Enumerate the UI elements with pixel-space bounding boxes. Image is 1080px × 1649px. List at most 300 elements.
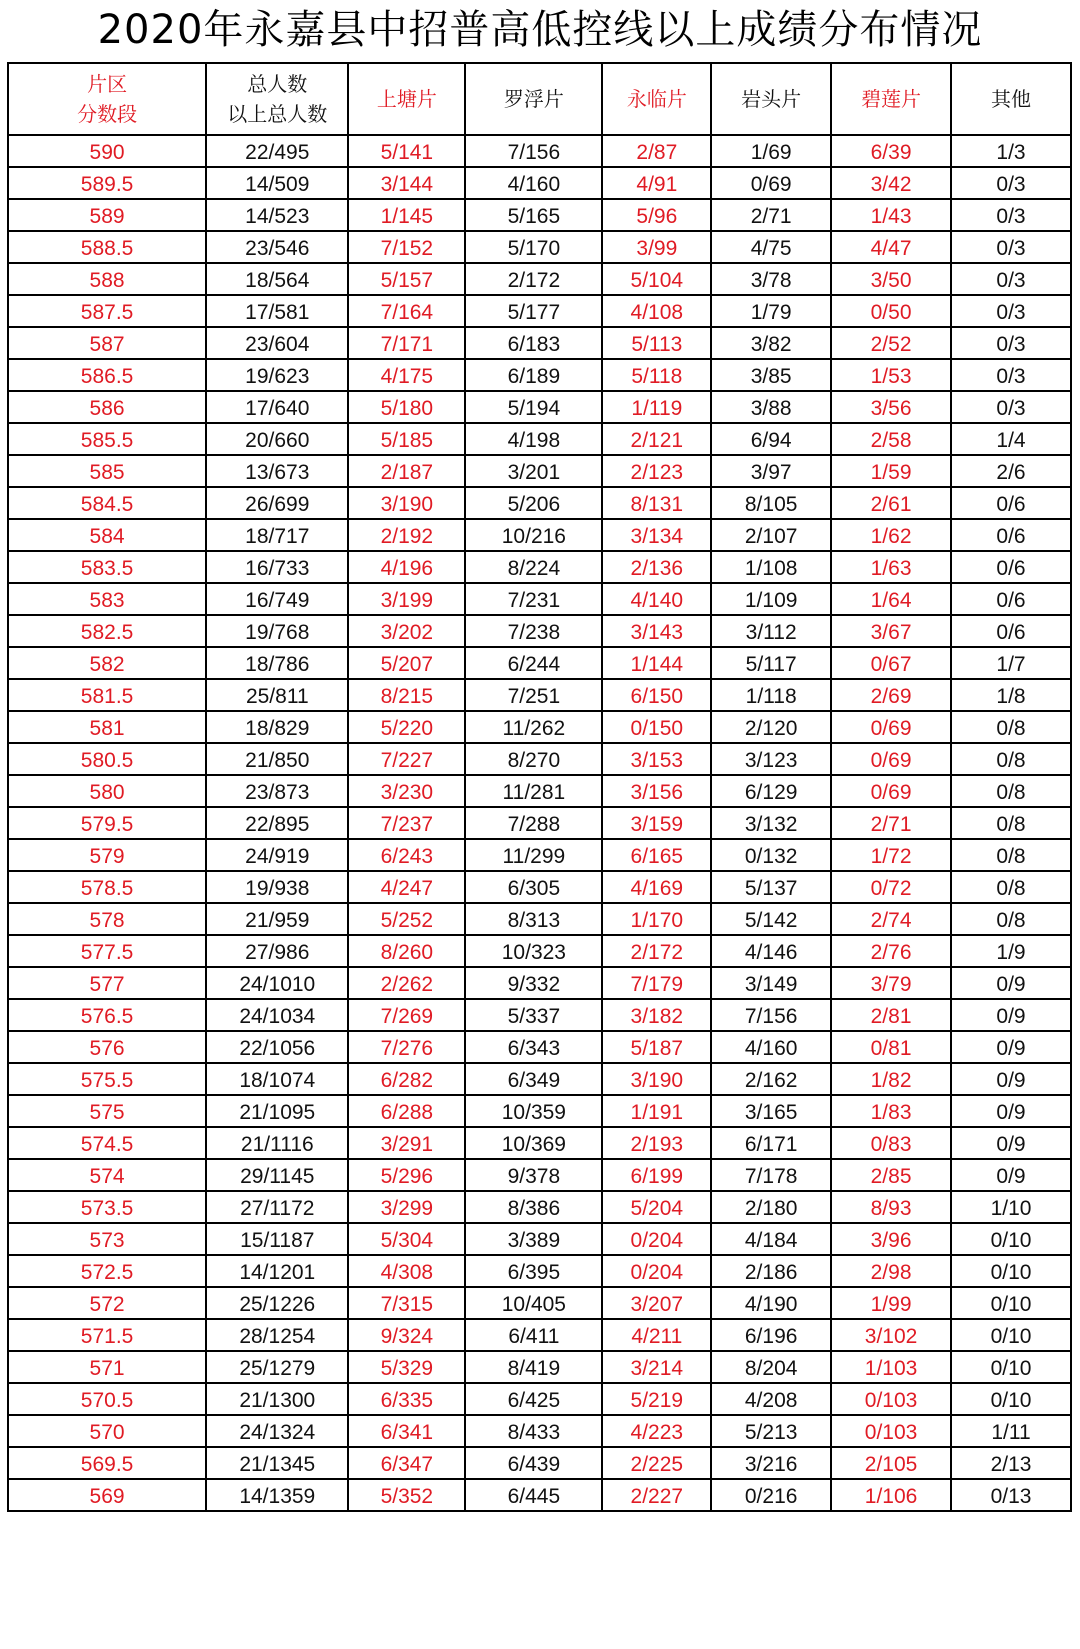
cell-shangtang: 7/152 [348, 231, 465, 263]
header-total [206, 63, 348, 135]
cell-bilian: 1/64 [831, 583, 951, 615]
cell-shangtang: 7/276 [348, 1031, 465, 1063]
cell-yonglin: 5/96 [602, 199, 711, 231]
cell-bilian: 2/69 [831, 679, 951, 711]
cell-yantou: 3/165 [711, 1095, 831, 1127]
cell-bilian: 0/69 [831, 775, 951, 807]
cell-yantou: 3/149 [711, 967, 831, 999]
table-row [8, 1255, 1071, 1287]
cell-bilian: 1/63 [831, 551, 951, 583]
table-row [8, 167, 1071, 199]
cell-shangtang: 3/230 [348, 775, 465, 807]
cell-other: 0/8 [951, 743, 1071, 775]
cell-segment: 586.5 [8, 359, 206, 391]
cell-other: 1/8 [951, 679, 1071, 711]
cell-segment: 589.5 [8, 167, 206, 199]
cell-shangtang: 4/247 [348, 871, 465, 903]
cell-segment: 586 [8, 391, 206, 423]
cell-segment: 579.5 [8, 807, 206, 839]
cell-bilian: 4/47 [831, 231, 951, 263]
cell-bilian: 2/81 [831, 999, 951, 1031]
cell-segment: 569 [8, 1479, 206, 1511]
cell-bilian: 0/69 [831, 743, 951, 775]
page-title: 2020年永嘉县中招普高低控线以上成绩分布情况 [97, 7, 983, 53]
cell-luofu: 8/313 [465, 903, 602, 935]
cell-yonglin: 2/123 [602, 455, 711, 487]
cell-yonglin: 2/172 [602, 935, 711, 967]
cell-shangtang: 3/144 [348, 167, 465, 199]
table-row [8, 455, 1071, 487]
cell-bilian: 1/62 [831, 519, 951, 551]
cell-luofu: 6/445 [465, 1479, 602, 1511]
cell-luofu: 6/305 [465, 871, 602, 903]
cell-luofu: 10/405 [465, 1287, 602, 1319]
cell-yantou: 3/123 [711, 743, 831, 775]
cell-total: 21/1300 [206, 1383, 348, 1415]
cell-luofu: 8/224 [465, 551, 602, 583]
cell-other: 0/9 [951, 1095, 1071, 1127]
cell-total: 21/1116 [206, 1127, 348, 1159]
cell-yonglin: 3/153 [602, 743, 711, 775]
cell-yantou: 3/88 [711, 391, 831, 423]
cell-yantou: 3/112 [711, 615, 831, 647]
cell-bilian: 0/67 [831, 647, 951, 679]
cell-total: 18/829 [206, 711, 348, 743]
cell-other: 1/9 [951, 935, 1071, 967]
cell-total: 14/509 [206, 167, 348, 199]
cell-shangtang: 4/196 [348, 551, 465, 583]
cell-segment: 570.5 [8, 1383, 206, 1415]
cell-yantou: 3/78 [711, 263, 831, 295]
cell-total: 25/811 [206, 679, 348, 711]
cell-luofu: 6/183 [465, 327, 602, 359]
cell-other: 2/13 [951, 1447, 1071, 1479]
cell-segment: 577.5 [8, 935, 206, 967]
cell-yantou: 4/208 [711, 1383, 831, 1415]
table-row [8, 327, 1071, 359]
cell-total: 21/1345 [206, 1447, 348, 1479]
cell-segment: 580 [8, 775, 206, 807]
table-row [8, 999, 1071, 1031]
table-row [8, 1351, 1071, 1383]
cell-bilian: 1/103 [831, 1351, 951, 1383]
table-row [8, 1159, 1071, 1191]
cell-total: 21/1095 [206, 1095, 348, 1127]
cell-total: 18/564 [206, 263, 348, 295]
cell-yonglin: 3/134 [602, 519, 711, 551]
cell-total: 29/1145 [206, 1159, 348, 1191]
table-row [8, 1191, 1071, 1223]
cell-luofu: 6/439 [465, 1447, 602, 1479]
cell-other: 0/3 [951, 327, 1071, 359]
table-row [8, 263, 1071, 295]
cell-total: 23/873 [206, 775, 348, 807]
header-shangtang: 上塘片 [348, 63, 465, 135]
cell-other: 0/3 [951, 263, 1071, 295]
cell-yonglin: 3/159 [602, 807, 711, 839]
cell-shangtang: 3/299 [348, 1191, 465, 1223]
cell-total: 19/623 [206, 359, 348, 391]
cell-total: 24/1010 [206, 967, 348, 999]
cell-shangtang: 7/164 [348, 295, 465, 327]
cell-luofu: 6/395 [465, 1255, 602, 1287]
cell-other: 0/8 [951, 871, 1071, 903]
cell-shangtang: 5/296 [348, 1159, 465, 1191]
header-yonglin: 永临片 [602, 63, 711, 135]
cell-yantou: 5/117 [711, 647, 831, 679]
header-segment-line2: 分数段 [77, 102, 138, 126]
cell-yantou: 4/184 [711, 1223, 831, 1255]
cell-total: 16/733 [206, 551, 348, 583]
cell-luofu: 7/231 [465, 583, 602, 615]
cell-bilian: 3/102 [831, 1319, 951, 1351]
cell-yantou: 6/171 [711, 1127, 831, 1159]
cell-yonglin: 3/182 [602, 999, 711, 1031]
cell-other: 0/10 [951, 1383, 1071, 1415]
cell-bilian: 3/42 [831, 167, 951, 199]
cell-yonglin: 4/140 [602, 583, 711, 615]
cell-bilian: 3/50 [831, 263, 951, 295]
cell-segment: 570 [8, 1415, 206, 1447]
cell-bilian: 2/98 [831, 1255, 951, 1287]
table-row [8, 743, 1071, 775]
cell-luofu: 11/299 [465, 839, 602, 871]
cell-other: 1/7 [951, 647, 1071, 679]
cell-other: 0/10 [951, 1255, 1071, 1287]
cell-yantou: 4/75 [711, 231, 831, 263]
cell-luofu: 5/177 [465, 295, 602, 327]
table-row [8, 1383, 1071, 1415]
cell-bilian: 1/99 [831, 1287, 951, 1319]
cell-other: 0/3 [951, 199, 1071, 231]
cell-shangtang: 2/187 [348, 455, 465, 487]
cell-other: 0/3 [951, 167, 1071, 199]
cell-yonglin: 7/179 [602, 967, 711, 999]
cell-total: 23/604 [206, 327, 348, 359]
cell-bilian: 8/93 [831, 1191, 951, 1223]
cell-bilian: 3/79 [831, 967, 951, 999]
cell-shangtang: 4/308 [348, 1255, 465, 1287]
cell-shangtang: 7/227 [348, 743, 465, 775]
cell-yantou: 5/137 [711, 871, 831, 903]
table-row [8, 935, 1071, 967]
cell-luofu: 10/216 [465, 519, 602, 551]
cell-luofu: 10/359 [465, 1095, 602, 1127]
header-other: 其他 [951, 63, 1071, 135]
cell-yantou: 6/94 [711, 423, 831, 455]
cell-yonglin: 4/169 [602, 871, 711, 903]
cell-segment: 582.5 [8, 615, 206, 647]
table-row [8, 711, 1071, 743]
cell-yantou: 5/142 [711, 903, 831, 935]
cell-segment: 573.5 [8, 1191, 206, 1223]
table-row [8, 295, 1071, 327]
cell-yonglin: 1/191 [602, 1095, 711, 1127]
cell-total: 26/699 [206, 487, 348, 519]
cell-luofu: 6/349 [465, 1063, 602, 1095]
cell-yonglin: 1/144 [602, 647, 711, 679]
cell-yantou: 7/178 [711, 1159, 831, 1191]
table-row [8, 1127, 1071, 1159]
cell-yonglin: 5/104 [602, 263, 711, 295]
table-row [8, 1095, 1071, 1127]
cell-segment: 576 [8, 1031, 206, 1063]
cell-bilian: 3/67 [831, 615, 951, 647]
cell-total: 23/546 [206, 231, 348, 263]
table-row [8, 679, 1071, 711]
cell-other: 0/9 [951, 967, 1071, 999]
cell-segment: 584 [8, 519, 206, 551]
table-row [8, 839, 1071, 871]
cell-yonglin: 3/207 [602, 1287, 711, 1319]
cell-luofu: 8/433 [465, 1415, 602, 1447]
cell-yonglin: 5/187 [602, 1031, 711, 1063]
cell-segment: 588 [8, 263, 206, 295]
cell-shangtang: 6/341 [348, 1415, 465, 1447]
cell-total: 25/1226 [206, 1287, 348, 1319]
cell-shangtang: 3/190 [348, 487, 465, 519]
cell-shangtang: 3/199 [348, 583, 465, 615]
cell-yantou: 0/216 [711, 1479, 831, 1511]
cell-segment: 571 [8, 1351, 206, 1383]
table-row [8, 423, 1071, 455]
cell-yonglin: 2/121 [602, 423, 711, 455]
cell-shangtang: 8/215 [348, 679, 465, 711]
cell-segment: 572 [8, 1287, 206, 1319]
cell-yantou: 8/204 [711, 1351, 831, 1383]
cell-total: 21/850 [206, 743, 348, 775]
table-row [8, 519, 1071, 551]
cell-bilian: 0/103 [831, 1415, 951, 1447]
cell-bilian: 0/72 [831, 871, 951, 903]
cell-bilian: 2/74 [831, 903, 951, 935]
cell-bilian: 3/96 [831, 1223, 951, 1255]
cell-yonglin: 1/170 [602, 903, 711, 935]
cell-luofu: 6/411 [465, 1319, 602, 1351]
cell-luofu: 6/244 [465, 647, 602, 679]
table-row [8, 135, 1071, 167]
cell-total: 24/1324 [206, 1415, 348, 1447]
cell-yantou: 1/109 [711, 583, 831, 615]
cell-total: 13/673 [206, 455, 348, 487]
cell-bilian: 6/39 [831, 135, 951, 167]
cell-total: 28/1254 [206, 1319, 348, 1351]
cell-other: 0/10 [951, 1351, 1071, 1383]
cell-yonglin: 5/118 [602, 359, 711, 391]
cell-shangtang: 1/145 [348, 199, 465, 231]
cell-luofu: 7/238 [465, 615, 602, 647]
cell-yonglin: 5/219 [602, 1383, 711, 1415]
cell-luofu: 10/369 [465, 1127, 602, 1159]
cell-total: 19/768 [206, 615, 348, 647]
cell-luofu: 9/378 [465, 1159, 602, 1191]
cell-yonglin: 5/204 [602, 1191, 711, 1223]
cell-segment: 571.5 [8, 1319, 206, 1351]
cell-yantou: 3/216 [711, 1447, 831, 1479]
cell-other: 1/11 [951, 1415, 1071, 1447]
table-row [8, 1415, 1071, 1447]
cell-segment: 590 [8, 135, 206, 167]
cell-bilian: 0/50 [831, 295, 951, 327]
table-row [8, 1447, 1071, 1479]
cell-segment: 584.5 [8, 487, 206, 519]
cell-yonglin: 3/190 [602, 1063, 711, 1095]
cell-yantou: 8/105 [711, 487, 831, 519]
cell-shangtang: 6/243 [348, 839, 465, 871]
cell-total: 22/495 [206, 135, 348, 167]
cell-other: 0/9 [951, 1031, 1071, 1063]
cell-shangtang: 2/262 [348, 967, 465, 999]
cell-segment: 582 [8, 647, 206, 679]
cell-shangtang: 5/141 [348, 135, 465, 167]
cell-segment: 585.5 [8, 423, 206, 455]
cell-shangtang: 6/335 [348, 1383, 465, 1415]
cell-bilian: 1/83 [831, 1095, 951, 1127]
cell-bilian: 2/85 [831, 1159, 951, 1191]
cell-luofu: 4/198 [465, 423, 602, 455]
cell-bilian: 0/83 [831, 1127, 951, 1159]
table-row [8, 1063, 1071, 1095]
cell-total: 18/786 [206, 647, 348, 679]
cell-shangtang: 6/282 [348, 1063, 465, 1095]
cell-total: 16/749 [206, 583, 348, 615]
cell-yonglin: 0/204 [602, 1223, 711, 1255]
header-yantou: 岩头片 [711, 63, 831, 135]
cell-other: 0/6 [951, 615, 1071, 647]
cell-bilian: 0/103 [831, 1383, 951, 1415]
cell-other: 0/9 [951, 1159, 1071, 1191]
cell-yonglin: 6/199 [602, 1159, 711, 1191]
cell-total: 15/1187 [206, 1223, 348, 1255]
cell-other: 0/9 [951, 1127, 1071, 1159]
cell-yantou: 3/97 [711, 455, 831, 487]
cell-segment: 577 [8, 967, 206, 999]
cell-segment: 576.5 [8, 999, 206, 1031]
cell-yantou: 1/108 [711, 551, 831, 583]
cell-bilian: 1/72 [831, 839, 951, 871]
cell-shangtang: 5/220 [348, 711, 465, 743]
cell-shangtang: 5/207 [348, 647, 465, 679]
cell-luofu: 3/201 [465, 455, 602, 487]
cell-luofu: 2/172 [465, 263, 602, 295]
header-bilian: 碧莲片 [831, 63, 951, 135]
cell-luofu: 5/194 [465, 391, 602, 423]
table-row [8, 1223, 1071, 1255]
cell-yonglin: 4/91 [602, 167, 711, 199]
table-row [8, 871, 1071, 903]
cell-luofu: 11/262 [465, 711, 602, 743]
cell-total: 18/1074 [206, 1063, 348, 1095]
cell-other: 0/8 [951, 807, 1071, 839]
cell-total: 24/919 [206, 839, 348, 871]
cell-yonglin: 5/113 [602, 327, 711, 359]
cell-segment: 575.5 [8, 1063, 206, 1095]
cell-shangtang: 5/180 [348, 391, 465, 423]
cell-bilian: 2/76 [831, 935, 951, 967]
cell-yonglin: 3/99 [602, 231, 711, 263]
cell-yonglin: 2/136 [602, 551, 711, 583]
cell-other: 0/10 [951, 1319, 1071, 1351]
table-row [8, 903, 1071, 935]
cell-yonglin: 0/204 [602, 1255, 711, 1287]
cell-yantou: 6/129 [711, 775, 831, 807]
cell-other: 0/3 [951, 231, 1071, 263]
cell-bilian: 1/82 [831, 1063, 951, 1095]
cell-other: 0/10 [951, 1223, 1071, 1255]
cell-bilian: 1/43 [831, 199, 951, 231]
cell-shangtang: 6/288 [348, 1095, 465, 1127]
cell-yonglin: 4/108 [602, 295, 711, 327]
cell-yantou: 2/180 [711, 1191, 831, 1223]
cell-other: 0/8 [951, 711, 1071, 743]
cell-shangtang: 2/192 [348, 519, 465, 551]
cell-bilian: 1/59 [831, 455, 951, 487]
cell-segment: 569.5 [8, 1447, 206, 1479]
cell-total: 14/523 [206, 199, 348, 231]
cell-shangtang: 5/352 [348, 1479, 465, 1511]
cell-bilian: 2/71 [831, 807, 951, 839]
cell-yantou: 3/85 [711, 359, 831, 391]
table-body [8, 135, 1071, 1511]
cell-bilian: 1/106 [831, 1479, 951, 1511]
cell-yantou: 2/186 [711, 1255, 831, 1287]
table-row [8, 1479, 1071, 1511]
cell-yantou: 4/190 [711, 1287, 831, 1319]
cell-luofu: 7/156 [465, 135, 602, 167]
cell-total: 27/1172 [206, 1191, 348, 1223]
cell-segment: 578.5 [8, 871, 206, 903]
table-row [8, 647, 1071, 679]
cell-other: 0/8 [951, 775, 1071, 807]
cell-total: 20/660 [206, 423, 348, 455]
table-row [8, 583, 1071, 615]
cell-yantou: 7/156 [711, 999, 831, 1031]
cell-other: 0/9 [951, 1063, 1071, 1095]
cell-yantou: 0/69 [711, 167, 831, 199]
cell-shangtang: 4/175 [348, 359, 465, 391]
cell-yantou: 4/146 [711, 935, 831, 967]
cell-shangtang: 9/324 [348, 1319, 465, 1351]
cell-shangtang: 7/315 [348, 1287, 465, 1319]
score-distribution-table [7, 62, 1072, 1512]
cell-yonglin: 2/87 [602, 135, 711, 167]
cell-luofu: 4/160 [465, 167, 602, 199]
table-row [8, 1031, 1071, 1063]
table-row [8, 615, 1071, 647]
cell-segment: 574.5 [8, 1127, 206, 1159]
cell-shangtang: 5/185 [348, 423, 465, 455]
cell-total: 17/581 [206, 295, 348, 327]
cell-yonglin: 8/131 [602, 487, 711, 519]
cell-segment: 587.5 [8, 295, 206, 327]
cell-yonglin: 2/225 [602, 1447, 711, 1479]
cell-other: 1/3 [951, 135, 1071, 167]
cell-segment: 573 [8, 1223, 206, 1255]
cell-other: 0/9 [951, 999, 1071, 1031]
cell-segment: 578 [8, 903, 206, 935]
cell-yantou: 2/107 [711, 519, 831, 551]
header-total-line2: 以上总人数 [227, 102, 328, 126]
cell-shangtang: 3/202 [348, 615, 465, 647]
table-row [8, 775, 1071, 807]
cell-luofu: 8/419 [465, 1351, 602, 1383]
cell-luofu: 6/425 [465, 1383, 602, 1415]
cell-segment: 588.5 [8, 231, 206, 263]
cell-yantou: 1/69 [711, 135, 831, 167]
cell-segment: 581.5 [8, 679, 206, 711]
cell-other: 0/6 [951, 551, 1071, 583]
cell-yonglin: 6/165 [602, 839, 711, 871]
